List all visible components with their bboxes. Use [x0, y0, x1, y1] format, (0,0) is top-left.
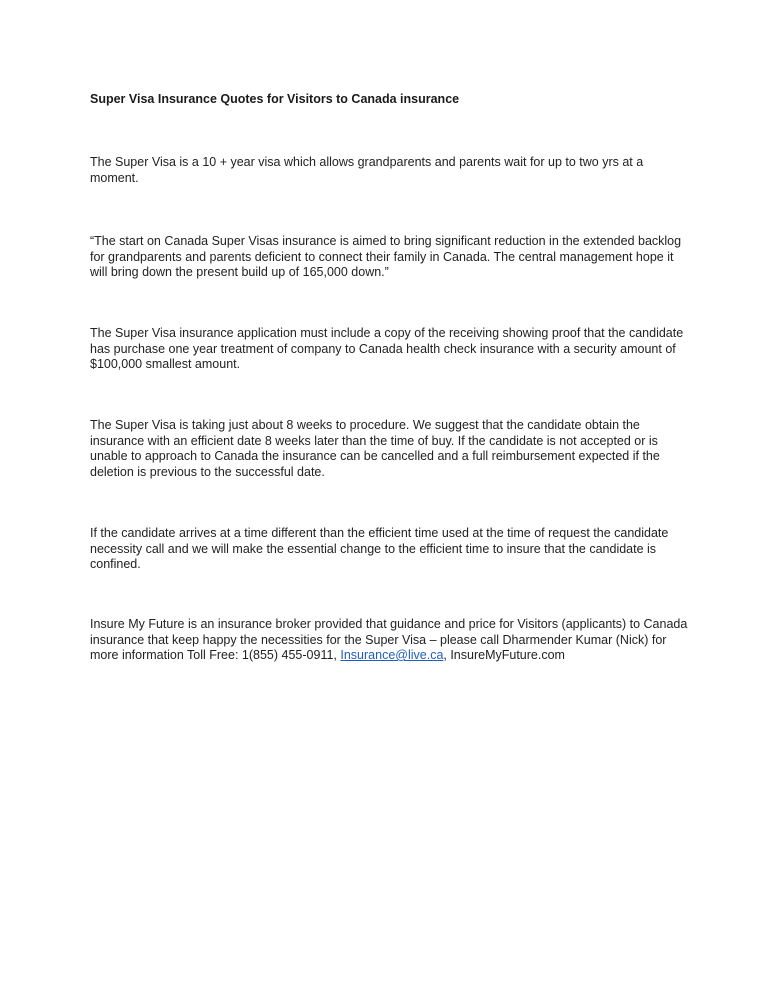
paragraph-quote: “The start on Canada Super Visas insurance is aimed to bring significant reduction in the extended backlog for grandparents and parents deficient to connect their family in Canada. The central management hope it will bring down the present build up of 165,000 down.”	[90, 234, 682, 279]
contact-text-after: , InsureMyFuture.com	[443, 648, 565, 662]
paragraph-super-visa-intro: The Super Visa is a 10 + year visa which allows grandparents and parents wait for up to two yrs at a moment.	[90, 155, 644, 185]
paragraph-contact-info	[90, 617, 690, 664]
paragraph-application-requirements: The Super Visa insurance application must include a copy of the receiving showing proof that the candidate has purchase one year treatment of company to Canada health check insurance with a security amount of $100,000 smallest amount.	[90, 326, 684, 371]
document-title: Super Visa Insurance Quotes for Visitors to Canada insurance	[90, 92, 460, 106]
paragraph-arrival-date-change: If the candidate arrives at a time different than the efficient time used at the time of request the candidate necessity call and we will make the essential change to the efficient time to insure that the candidate is confined.	[90, 526, 669, 571]
paragraph-processing-time: The Super Visa is taking just about 8 weeks to procedure. We suggest that the candidate obtain the insurance with an efficient date 8 weeks later than the time of buy. If the candidate is not accepted or is unable to approach to Canada the insurance can be cancelled and a full reimbursement expected if the deletion is previous to the successful date.	[90, 418, 660, 479]
email-link[interactable]: Insurance@live.ca	[340, 648, 444, 662]
contact-text-before: Insure My Future is an insurance broker provided that guidance and price for Visitors (applicants) to Canada insurance that keep happy the necessities for the Super Visa – please call Dharmender Kumar (Nick) for more information Toll Free: 1(855) 455-0911,	[90, 617, 688, 662]
